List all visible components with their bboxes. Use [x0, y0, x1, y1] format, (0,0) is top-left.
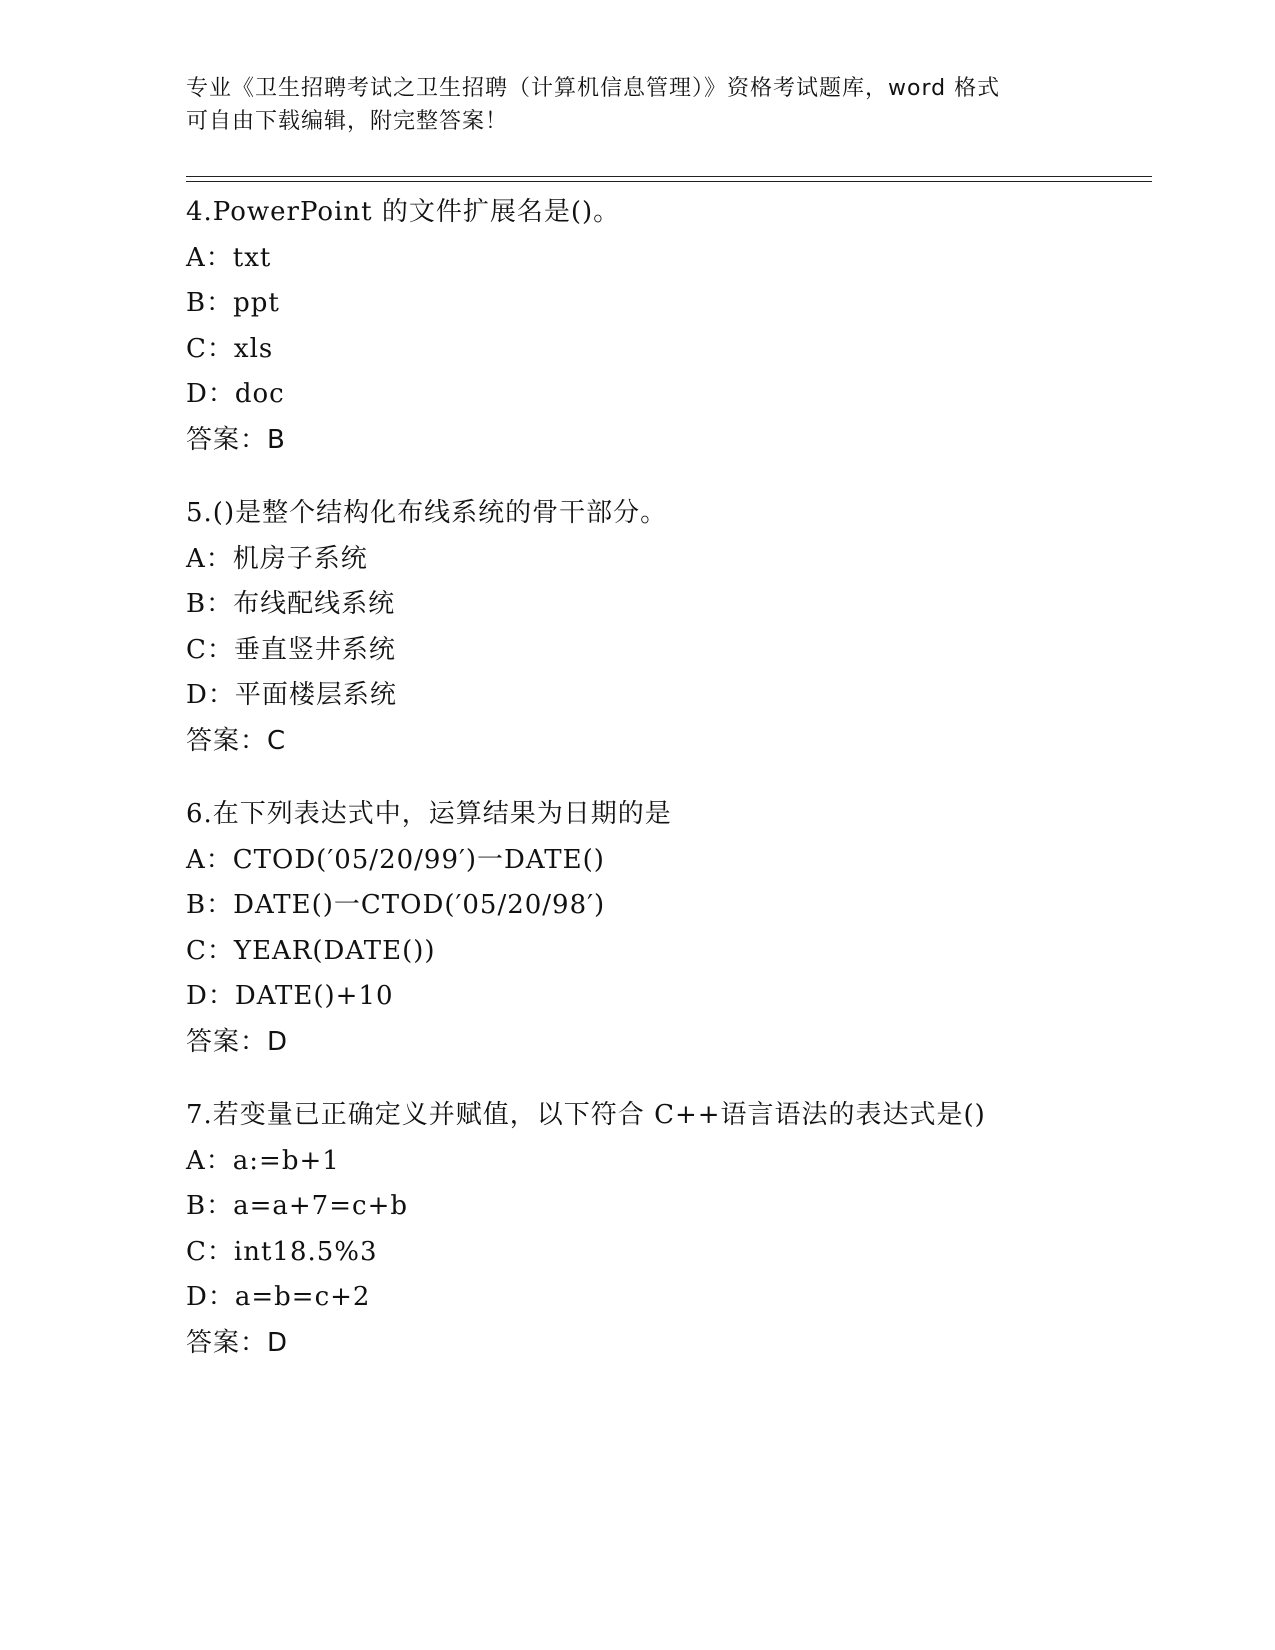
option-text: CTOD(′05/20/99′)一DATE() [232, 844, 605, 875]
option-text: 布线配线系统 [233, 589, 396, 619]
option-b [186, 582, 1152, 628]
option-letter: B： [186, 589, 234, 619]
option-c [186, 1230, 1152, 1276]
option-d [186, 1275, 1152, 1321]
answer-line: 答案：B [186, 424, 286, 455]
option-letter: A： [186, 1145, 233, 1176]
option-a [186, 236, 1152, 282]
document-header [186, 72, 1086, 138]
option-a [186, 838, 1152, 884]
option-letter: D： [186, 981, 235, 1011]
question-text: 6.在下列表达式中，运算结果为日期的是 [186, 799, 672, 829]
option-c [186, 929, 1152, 975]
option-text: doc [234, 379, 285, 409]
option-text: 垂直竖井系统 [233, 634, 396, 665]
option-b [186, 1184, 1152, 1230]
option-text: txt [232, 242, 272, 273]
option-letter: A： [186, 844, 233, 875]
option-text: xls [233, 333, 274, 364]
option-letter: B： [186, 890, 234, 920]
option-d [186, 673, 1152, 719]
answer-line: 答案：C [186, 725, 287, 756]
header-divider-top [186, 176, 1152, 177]
option-text: a=a+7=c+b [233, 1191, 408, 1221]
answer-line: 答案：D [186, 1026, 289, 1057]
option-letter: D： [186, 680, 235, 710]
option-letter: C： [186, 333, 234, 364]
option-a [186, 537, 1152, 583]
question-5 [186, 491, 1152, 764]
question-list [186, 190, 1152, 1394]
option-text: ppt [233, 288, 280, 318]
option-letter: B： [186, 288, 234, 318]
option-text: 平面楼层系统 [234, 680, 397, 710]
option-text: a=b=c+2 [234, 1282, 371, 1312]
option-text: DATE()一CTOD(′05/20/98′) [233, 890, 606, 920]
option-a [186, 1139, 1152, 1185]
option-b [186, 883, 1152, 929]
option-c [186, 327, 1152, 373]
option-letter: C： [186, 1236, 234, 1267]
option-letter: A： [186, 242, 233, 273]
question-7 [186, 1093, 1152, 1366]
option-letter: B： [186, 1191, 234, 1221]
option-text: a:=b+1 [232, 1145, 340, 1176]
question-6 [186, 792, 1152, 1065]
question-4 [186, 190, 1152, 463]
answer-line: 答案：D [186, 1327, 289, 1358]
option-text: 机房子系统 [232, 543, 368, 574]
option-d [186, 974, 1152, 1020]
option-letter: C： [186, 935, 234, 966]
option-c [186, 628, 1152, 674]
option-d [186, 372, 1152, 418]
option-b [186, 281, 1152, 327]
option-letter: D： [186, 1282, 235, 1312]
header-line-2: 可自由下载编辑，附完整答案！ [186, 109, 509, 134]
question-text: 7.若变量已正确定义并赋值，以下符合 C++语言语法的表达式是() [186, 1100, 986, 1130]
question-text: 4.PowerPoint 的文件扩展名是()。 [186, 197, 621, 227]
question-text: 5.()是整个结构化布线系统的骨干部分。 [186, 498, 668, 528]
header-divider-bottom [186, 181, 1152, 182]
option-letter: C： [186, 634, 234, 665]
option-letter: A： [186, 543, 233, 574]
option-letter: D： [186, 379, 235, 409]
header-line-1: 专业《卫生招聘考试之卫生招聘（计算机信息管理）》资格考试题库，word 格式 [186, 76, 1001, 101]
option-text: YEAR(DATE()) [233, 935, 436, 966]
option-text: int18.5%3 [233, 1236, 378, 1267]
option-text: DATE()+10 [234, 981, 394, 1011]
